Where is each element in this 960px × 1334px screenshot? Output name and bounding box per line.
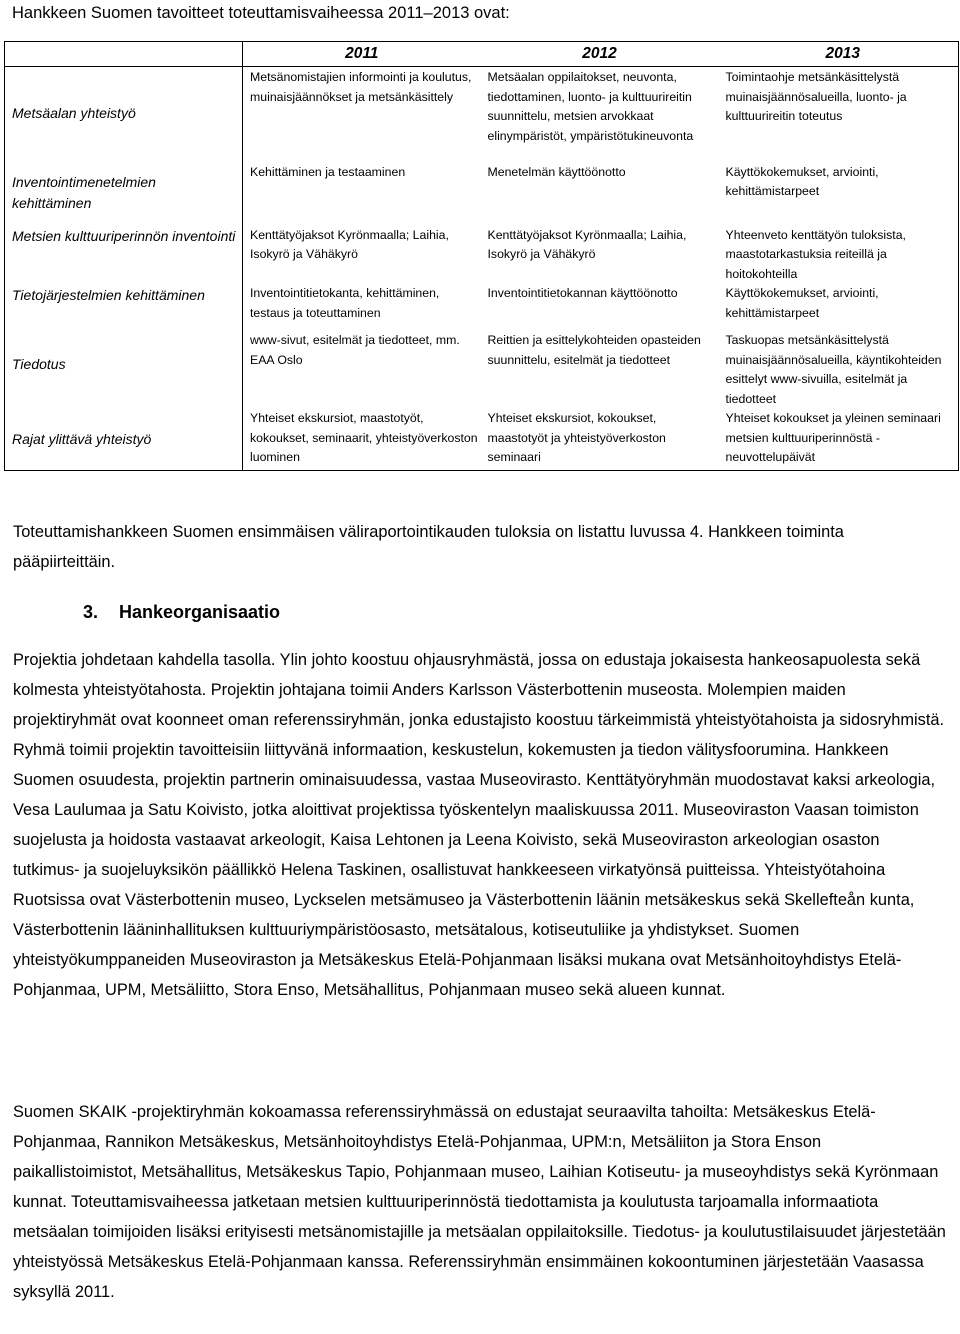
body-paragraph-2: Suomen SKAIK -projektiryhmän kokoamassa referenssiryhmässä on edustajat seuraavilta tahoilta: Metsäkeskus Etelä-Pohjanmaa, Rannikon Metsäkeskus, Metsänhoitoyhdistys Etelä-Pohjanmaa, UPM:n, Metsäliiton ja Stora Enson paikallistoimistot, Metsähallitus, Metsäkeskus Tapio, Pohjanmaan museo, Laihian Kotiseutu- ja museoyhdistys sekä Kyrönmaan kunnat. Toteuttamisvaiheessa jatketaan metsien kulttuuriperinnöstä tiedottamista ja koulutusta tarjoamalla informaatiota metsäalan toimijoiden lisäksi erityisesti metsänomistajille ja metsäalan oppilaitoksille. Tiedotus- ja koulutustilaisuudet järjestetään yhteistyössä Metsäkeskus Etelä-Pohjanmaan kanssa. Referenssiryhmän ensimmäinen kokoontuminen järjestetään Vaasassa syksyllä 2011. (13, 1103, 946, 1301)
cell-2012: Inventointitietokannan käyttöönotto (487, 286, 678, 300)
row-label: Rajat ylittävä yhteistyö (5, 409, 243, 470)
years-header-blank (5, 42, 243, 67)
row-label: Tietojärjestelmien kehittäminen (5, 284, 243, 330)
cell-2011: Metsänomistajien informointi ja koulutus, muinaisjäännökset ja metsänkäsittely (250, 70, 472, 104)
cell-2011: www-sivut, esitelmät ja tiedotteet, mm. EAA Oslo (250, 333, 460, 367)
section-title: Hankeorganisaatio (119, 602, 281, 622)
cell-2011: Inventointitietokanta, kehittäminen, testaus ja toteuttaminen (250, 286, 440, 320)
table-row (5, 67, 959, 162)
cell-2013: Käyttökokemukset, arviointi, kehittämistarpeet (725, 164, 879, 198)
cell-2011: Yhteiset ekskursiot, maastotyöt, kokoukset, seminaarit, yhteistyöverkoston luominen (250, 411, 478, 464)
section-heading (83, 598, 280, 626)
table-row (5, 162, 959, 217)
row-label: Tiedotus (5, 330, 243, 409)
cell-2011: Kenttätyöjaksot Kyrönmaalla; Laihia, Isokyrö ja Vähäkyrö (250, 227, 449, 261)
row-label: Metsien kulttuuriperinnön inventointi (5, 217, 243, 285)
cell-2011: Kehittäminen ja testaaminen (250, 164, 406, 179)
year-2012: 2012 (582, 45, 617, 62)
year-2011: 2011 (345, 45, 379, 62)
cell-2013: Toimintaohje metsänkäsittelystä muinaisjäännösalueilla, luonto- ja kulttuurireitin toteutus (725, 70, 907, 123)
year-2011-cell (243, 42, 481, 67)
year-2013-cell (719, 42, 959, 67)
goals-table (4, 41, 959, 471)
years-header-row (5, 42, 959, 67)
cell-2013: Yhteiset kokoukset ja yleinen seminaari metsien kulttuuriperinnöstä - neuvottelupäivät (725, 411, 941, 464)
year-2012-cell (481, 42, 719, 67)
row-label: Inventointimenetelmien kehittäminen (5, 162, 243, 217)
cell-2013: Yhteenveto kenttätyön tuloksista, maastotarkastuksia reiteillä ja hoitokohteilla (725, 227, 906, 281)
section-number: 3. (83, 602, 99, 622)
cell-2012: Kenttätyöjaksot Kyrönmaalla; Laihia, Isokyrö ja Vähäkyrö (487, 227, 687, 261)
row-label: Metsäalan yhteistyö (5, 67, 243, 162)
table-row (5, 217, 959, 285)
cell-2012: Reittien ja esittelykohteiden opasteiden suunnittelu, esitelmät ja tiedotteet (487, 333, 701, 367)
year-2013: 2013 (825, 45, 860, 62)
cell-2012: Menetelmän käyttöönotto (487, 164, 626, 179)
table-row (5, 409, 959, 470)
table-row (5, 284, 959, 330)
body-paragraph-1: Projektia johdetaan kahdella tasolla. Ylin johto koostuu ohjausryhmästä, jossa on edustaja jokaisesta hankeosapuolesta sekä kolmesta yhteistyötahosta. Projektin johtajana toimii Anders Karlsson Västerbottenin museosta. Molempien maiden projektiryhmät ovat koonneet oman referenssiryhmän, jonka edustajisto koostuu tärkeimmistä yhteistyötahoista ja sidosryhmistä. Ryhmä toimii projektin tavoitteisiin liittyvänä informaation, keskustelun, kokemusten ja tiedon välitysfoorumina. Hankkeen Suomen osuudesta, projektin partnerin ominaisuudessa, vastaa Museovirasto. Kenttätyöryhmän muodostavat kaksi arkeologia, Vesa Laulumaa ja Satu Koivisto, jotka aloittivat projektissa työskentelyn maaliskuussa 2011. Museoviraston Vaasan toimiston suojelusta ja hoidosta vastaavat arkeologit, Kaisa Lehtonen ja Leena Koivisto, sekä Museoviraston arkeologian osaston tutkimus- ja suojeluyksikön päällikkö Helena Taskinen, osallistuvat hankkeeseen virkatyönsä puitteissa. Yhteistyötahoina Ruotsissa ovat Västerbottenin museo, Lyckselen metsämuseo ja Västerbottenin läänin metsäkeskus sekä Skellefteån kunta, Västerbottenin lääninhallituksen kulttuuriympäristöosasto, metsätalous, kotiseutuliike ja yhdistykset. Suomen yhteistyökumppaneiden Museoviraston ja Metsäkeskus Etelä-Pohjanmaan lisäksi mukana ovat Metsänhoitoyhdistys Etelä-Pohjanmaa, UPM, Metsäliitto, Stora Enso, Metsähallitus, Pohjanmaan museo sekä alueen kunnat. (13, 651, 945, 999)
intro-paragraph: Toteuttamishankkeen Suomen ensimmäisen väliraportointikauden tuloksia on listattu luvussa 4. Hankkeen toiminta pääpiirteittäin. (13, 523, 844, 571)
cell-2012: Metsäalan oppilaitokset, neuvonta, tiedottaminen, luonto- ja kulttuurireitin suunnittelu, metsien arvokkaat elinympäristöt, ympäristötukineuvonta (487, 70, 694, 143)
page-heading: Hankkeen Suomen tavoitteet toteuttamisvaiheessa 2011–2013 ovat: (12, 4, 510, 22)
cell-2012: Yhteiset ekskursiot, kokoukset, maastotyöt ja yhteistyöverkoston seminaari (487, 411, 666, 464)
cell-2013: Taskuopas metsänkäsittelystä muinaisjäännösalueilla, käyntikohteiden esittelyt www-sivuilla, esitelmät ja tiedotteet (725, 333, 942, 406)
cell-2013: Käyttökokemukset, arviointi, kehittämistarpeet (725, 286, 879, 320)
table-row (5, 330, 959, 409)
